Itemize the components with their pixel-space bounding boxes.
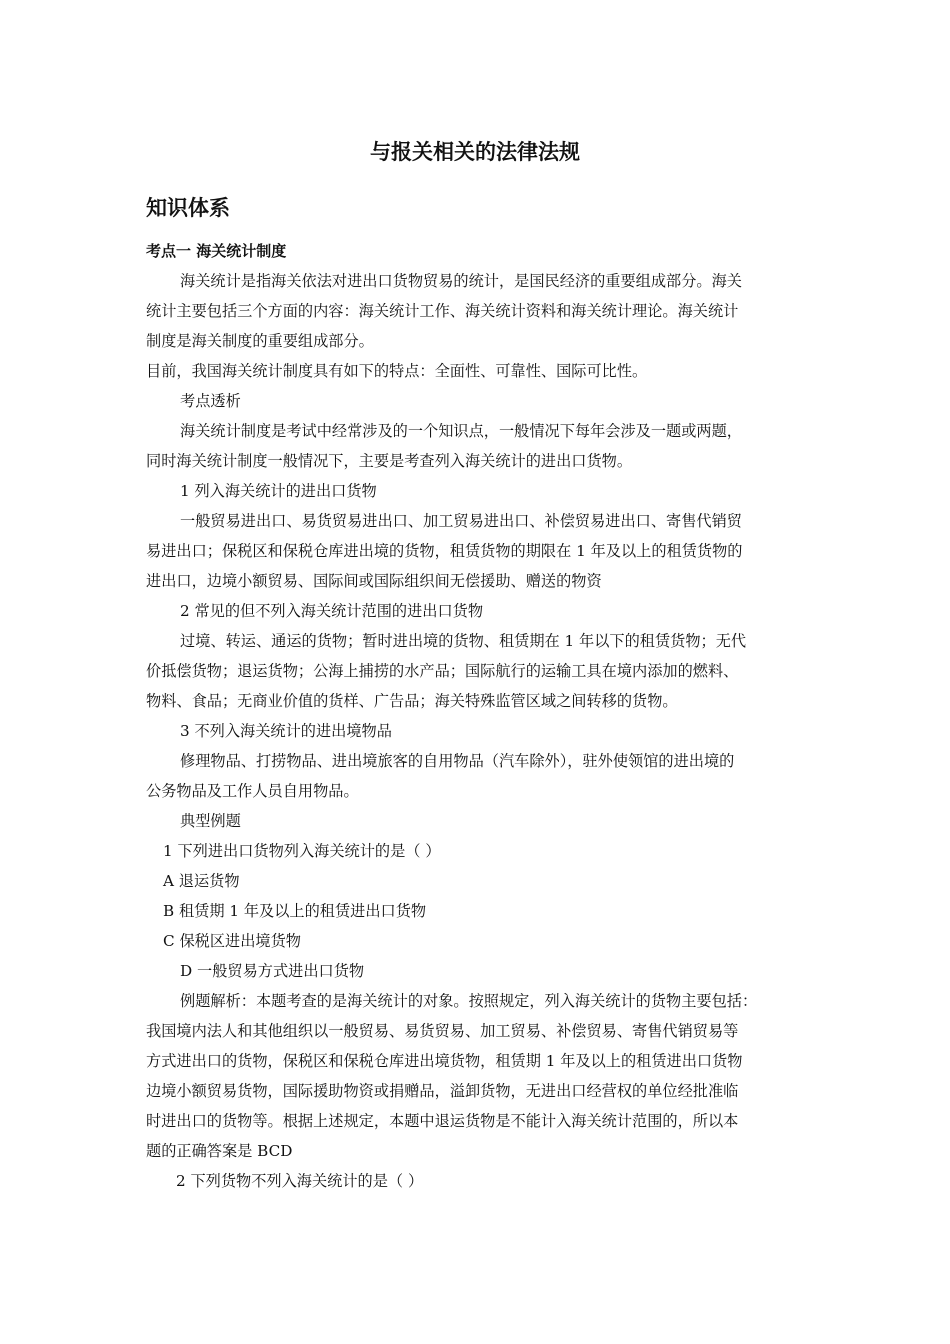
paragraph-line: 公务物品及工作人员自用物品。 bbox=[146, 782, 359, 800]
answer-option: C 保税区进出境货物 bbox=[163, 932, 301, 950]
paragraph-line: 边境小额贸易货物，国际援助物资或捐赠品，溢卸货物，无进出口经营权的单位经批准临 bbox=[146, 1082, 739, 1100]
document-title: 与报关相关的法律法规 bbox=[370, 139, 580, 164]
question-stem: 1 下列进出口货物列入海关统计的是（ ） bbox=[163, 842, 441, 860]
paragraph-line: 时进出口的货物等。根据上述规定，本题中退运货物是不能计入海关统计范围的，所以本 bbox=[146, 1112, 739, 1130]
paragraph-line: 统计主要包括三个方面的内容：海关统计工作、海关统计资料和海关统计理论。海关统计 bbox=[146, 302, 739, 320]
question-stem: 2 下列货物不列入海关统计的是（ ） bbox=[176, 1172, 424, 1190]
paragraph-line: 易进出口；保税区和保税仓库进出境的货物，租赁货物的期限在 1 年及以上的租赁货物的 bbox=[146, 542, 743, 560]
paragraph-line: 物料、食品；无商业价值的货样、广告品；海关特殊监管区域之间转移的货物。 bbox=[146, 692, 678, 710]
paragraph-line: 修理物品、打捞物品、进出境旅客的自用物品（汽车除外），驻外使领馆的进出境的 bbox=[180, 752, 735, 770]
paragraph-line: 3 不列入海关统计的进出境物品 bbox=[180, 722, 392, 740]
answer-option: D 一般贸易方式进出口货物 bbox=[180, 962, 365, 980]
paragraph-line: 我国境内法人和其他组织以一般贸易、易货贸易、加工贸易、补偿贸易、寄售代销贸易等 bbox=[146, 1022, 739, 1040]
topic-subheading: 考点一 海关统计制度 bbox=[146, 242, 287, 260]
paragraph-line: 题的正确答案是 BCD bbox=[146, 1142, 293, 1160]
paragraph-line: 制度是海关制度的重要组成部分。 bbox=[146, 332, 374, 350]
answer-option: B 租赁期 1 年及以上的租赁进出口货物 bbox=[163, 902, 427, 920]
paragraph-line: 2 常见的但不列入海关统计范围的进出口货物 bbox=[180, 602, 484, 620]
paragraph-line: 典型例题 bbox=[180, 812, 241, 830]
paragraph-line: 价抵偿货物；退运货物；公海上捕捞的水产品；国际航行的运输工具在境内添加的燃料、 bbox=[146, 662, 739, 680]
paragraph-line: 同时海关统计制度一般情况下，主要是考查列入海关统计的进出口货物。 bbox=[146, 452, 632, 470]
section-heading: 知识体系 bbox=[146, 195, 230, 220]
paragraph-line: 例题解析：本题考查的是海关统计的对象。按照规定，列入海关统计的货物主要包括： bbox=[180, 992, 758, 1010]
paragraph-line: 海关统计是指海关依法对进出口货物贸易的统计，是国民经济的重要组成部分。海关 bbox=[180, 272, 742, 290]
paragraph-line: 方式进出口的货物，保税区和保税仓库进出境货物，租赁期 1 年及以上的租赁进出口货物 bbox=[146, 1052, 743, 1070]
paragraph-line: 考点透析 bbox=[180, 392, 241, 410]
paragraph-line: 目前，我国海关统计制度具有如下的特点：全面性、可靠性、国际可比性。 bbox=[146, 362, 648, 380]
paragraph-line: 海关统计制度是考试中经常涉及的一个知识点，一般情况下每年会涉及一题或两题， bbox=[180, 422, 742, 440]
paragraph-line: 1 列入海关统计的进出口货物 bbox=[180, 482, 377, 500]
paragraph-line: 进出口，边境小额贸易、国际间或国际组织间无偿援助、赠送的物资 bbox=[146, 572, 602, 590]
paragraph-line: 一般贸易进出口、易货贸易进出口、加工贸易进出口、补偿贸易进出口、寄售代销贸 bbox=[180, 512, 742, 530]
answer-option: A 退运货物 bbox=[163, 872, 240, 890]
paragraph-line: 过境、转运、通运的货物；暂时进出境的货物、租赁期在 1 年以下的租赁货物；无代 bbox=[180, 632, 747, 650]
